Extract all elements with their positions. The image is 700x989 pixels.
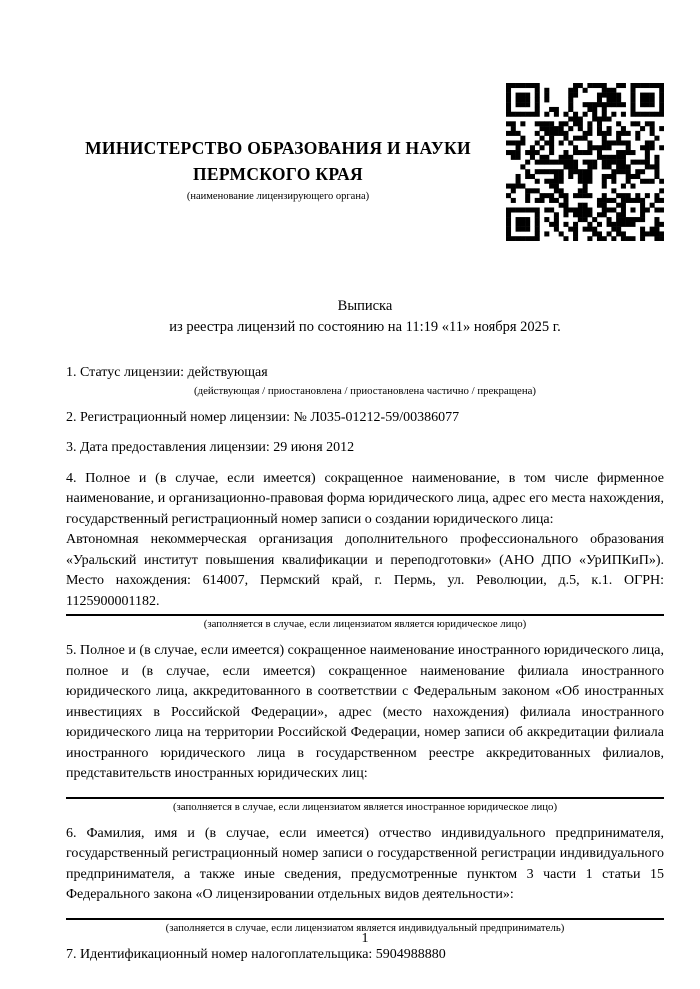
licensing-authority-caption: (наименование лицензирующего органа) bbox=[186, 191, 370, 202]
licensing-authority-block bbox=[66, 135, 490, 204]
field-legal-entity bbox=[66, 469, 664, 632]
taxpayer-number-text: 7. Идентификационный номер налогоплательщика: 5904988880 bbox=[66, 946, 446, 962]
individual-entrepreneur-answer bbox=[66, 906, 664, 916]
field-individual-entrepreneur bbox=[66, 824, 664, 935]
field-registration-number bbox=[66, 408, 664, 429]
page-number: 1 bbox=[361, 931, 369, 946]
ministry-name-line1: МИНИСТЕРСТВО ОБРАЗОВАНИЯ И НАУКИ bbox=[85, 138, 471, 158]
license-status-options-note: (действующая / приостановлена / приостановлена частично / прекращена) bbox=[194, 384, 536, 397]
extract-title-block bbox=[66, 296, 664, 338]
document-header bbox=[66, 0, 664, 241]
foreign-entity-question: 5. Полное и (в случае, если имеется) сокращенное наименование иностранного юридического лица, полное и (в случае, если имеется) сокращенное наименование филиала иностранного юридического лица, аккредитованного в соответствии с Федеральным законом «Об иностранных инвестициях в Российской Федерации», адрес (место нахождения) филиала иностранного юридического лица на территории Российской Федерации, номер записи об аккредитации филиала иностранного юридического лица в государственном реестре аккредитованных филиалов, представительств иностранных юридических лиц: bbox=[66, 643, 664, 781]
field-foreign-entity bbox=[66, 641, 664, 814]
grant-date-text: 3. Дата предоставления лицензии: 29 июня 2012 bbox=[66, 440, 355, 455]
legal-entity-question: 4. Полное и (в случае, если имеется) сокращенное наименование, в том числе фирменное наименование, и организационно-правовая форма юридического лица, адрес его места нахождения, государственный регистрационный номер записи о создании юридического лица: bbox=[66, 470, 664, 527]
ministry-name-line2: ПЕРМСКОГО КРАЯ bbox=[193, 164, 363, 184]
foreign-entity-underline bbox=[66, 797, 664, 799]
foreign-entity-note: (заполняется в случае, если лицензиатом является иностранное юридическое лицо) bbox=[172, 800, 558, 813]
legal-entity-note: (заполняется в случае, если лицензиатом является юридическое лицо) bbox=[203, 618, 527, 630]
individual-entrepreneur-question: 6. Фамилия, имя и (в случае, если имеется) отчество индивидуального предпринимателя, государственный регистрационный номер записи о государственной регистрации индивидуального предпринимателя, а также иные сведения, предусмотренные пунктом 3 части 1 статьи 15 Федерального закона «О лицензировании отдельных видов деятельности»: bbox=[66, 825, 664, 902]
qr-code bbox=[506, 83, 664, 241]
foreign-entity-answer bbox=[66, 785, 664, 795]
individual-entrepreneur-note: (заполняется в случае, если лицензиатом является индивидуальный предприниматель) bbox=[165, 921, 565, 934]
field-taxpayer-number bbox=[66, 945, 664, 966]
legal-entity-answer: Автономная некоммерческая организация дополнительного профессионального образования «Уральский институт повышения квалификации и переподготовки» (АНО ДПО «УрИПКиП»). Место нахождения: 614007, Пермский край, г. Пермь, ул. Революции, д.5, к.1. ОГРН: 1125900001182. bbox=[66, 532, 664, 609]
extract-subtitle: из реестра лицензий по состоянию на 11:19 «11» ноября 2025 г. bbox=[169, 319, 561, 335]
license-status-text: 1. Статус лицензии: действующая bbox=[66, 365, 268, 380]
extract-title: Выписка bbox=[337, 298, 393, 314]
field-grant-date bbox=[66, 438, 664, 459]
individual-entrepreneur-underline bbox=[66, 918, 664, 920]
field-license-status bbox=[66, 363, 664, 398]
registration-number-text: 2. Регистрационный номер лицензии: № Л035-01212-59/00386077 bbox=[66, 409, 460, 425]
legal-entity-underline bbox=[66, 614, 664, 616]
extract-fields bbox=[66, 363, 664, 965]
